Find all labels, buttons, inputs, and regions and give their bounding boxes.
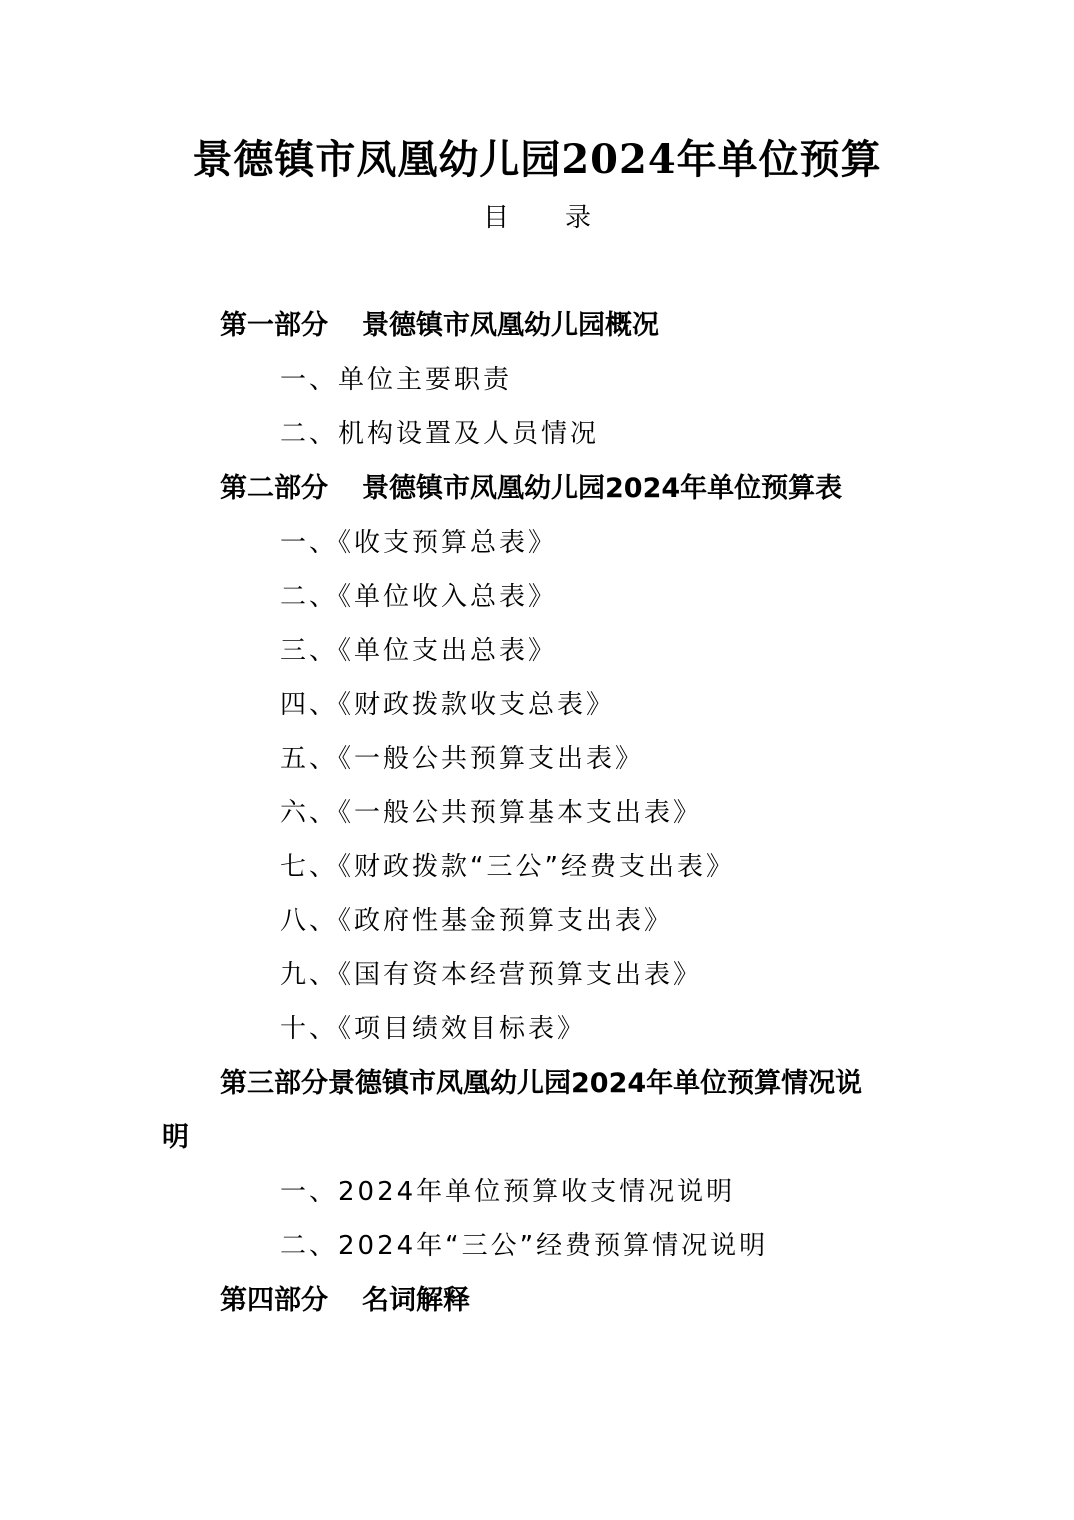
toc-part-title: 景德镇市凤凰幼儿园概况 bbox=[362, 310, 659, 341]
toc-heading bbox=[0, 196, 1074, 240]
toc-item: 八、《政府性基金预算支出表》 bbox=[280, 906, 674, 936]
toc-heading-right: 录 bbox=[565, 203, 592, 233]
toc-item: 三、《单位支出总表》 bbox=[280, 636, 558, 666]
toc-part-4 bbox=[220, 1281, 470, 1321]
toc-part-title: 名词解释 bbox=[362, 1285, 470, 1316]
toc-part-3-line-2: 明 bbox=[162, 1122, 189, 1153]
toc-item: 十、《项目绩效目标表》 bbox=[280, 1014, 587, 1044]
toc-part-label: 第二部分 bbox=[220, 473, 328, 504]
toc-part-title: 景德镇市凤凰幼儿园2024年单位预算表 bbox=[362, 473, 843, 504]
toc-part-label: 第四部分 bbox=[220, 1285, 328, 1316]
toc-part-label: 第一部分 bbox=[220, 310, 328, 341]
toc-heading-left: 目 bbox=[482, 203, 509, 233]
toc-item: 二、2024年“三公”经费预算情况说明 bbox=[280, 1231, 769, 1261]
toc-item: 九、《国有资本经营预算支出表》 bbox=[280, 960, 703, 990]
toc-item: 一、单位主要职责 bbox=[280, 365, 513, 395]
toc-item: 一、2024年单位预算收支情况说明 bbox=[280, 1177, 736, 1207]
toc-part-3-line-1: 第三部分景德镇市凤凰幼儿园2024年单位预算情况说 bbox=[220, 1068, 863, 1099]
toc-item: 五、《一般公共预算支出表》 bbox=[280, 744, 645, 774]
toc-part-2 bbox=[220, 469, 842, 509]
document-title: 景德镇市凤凰幼儿园2024年单位预算 bbox=[192, 136, 882, 183]
toc-item: 四、《财政拨款收支总表》 bbox=[280, 690, 616, 720]
toc-item: 二、《单位收入总表》 bbox=[280, 582, 558, 612]
toc-item: 六、《一般公共预算基本支出表》 bbox=[280, 798, 703, 828]
toc-part-1 bbox=[220, 306, 659, 346]
toc-item: 七、《财政拨款“三公”经费支出表》 bbox=[280, 852, 735, 882]
toc-item: 二、机构设置及人员情况 bbox=[280, 419, 600, 449]
toc-item: 一、《收支预算总表》 bbox=[280, 528, 558, 558]
